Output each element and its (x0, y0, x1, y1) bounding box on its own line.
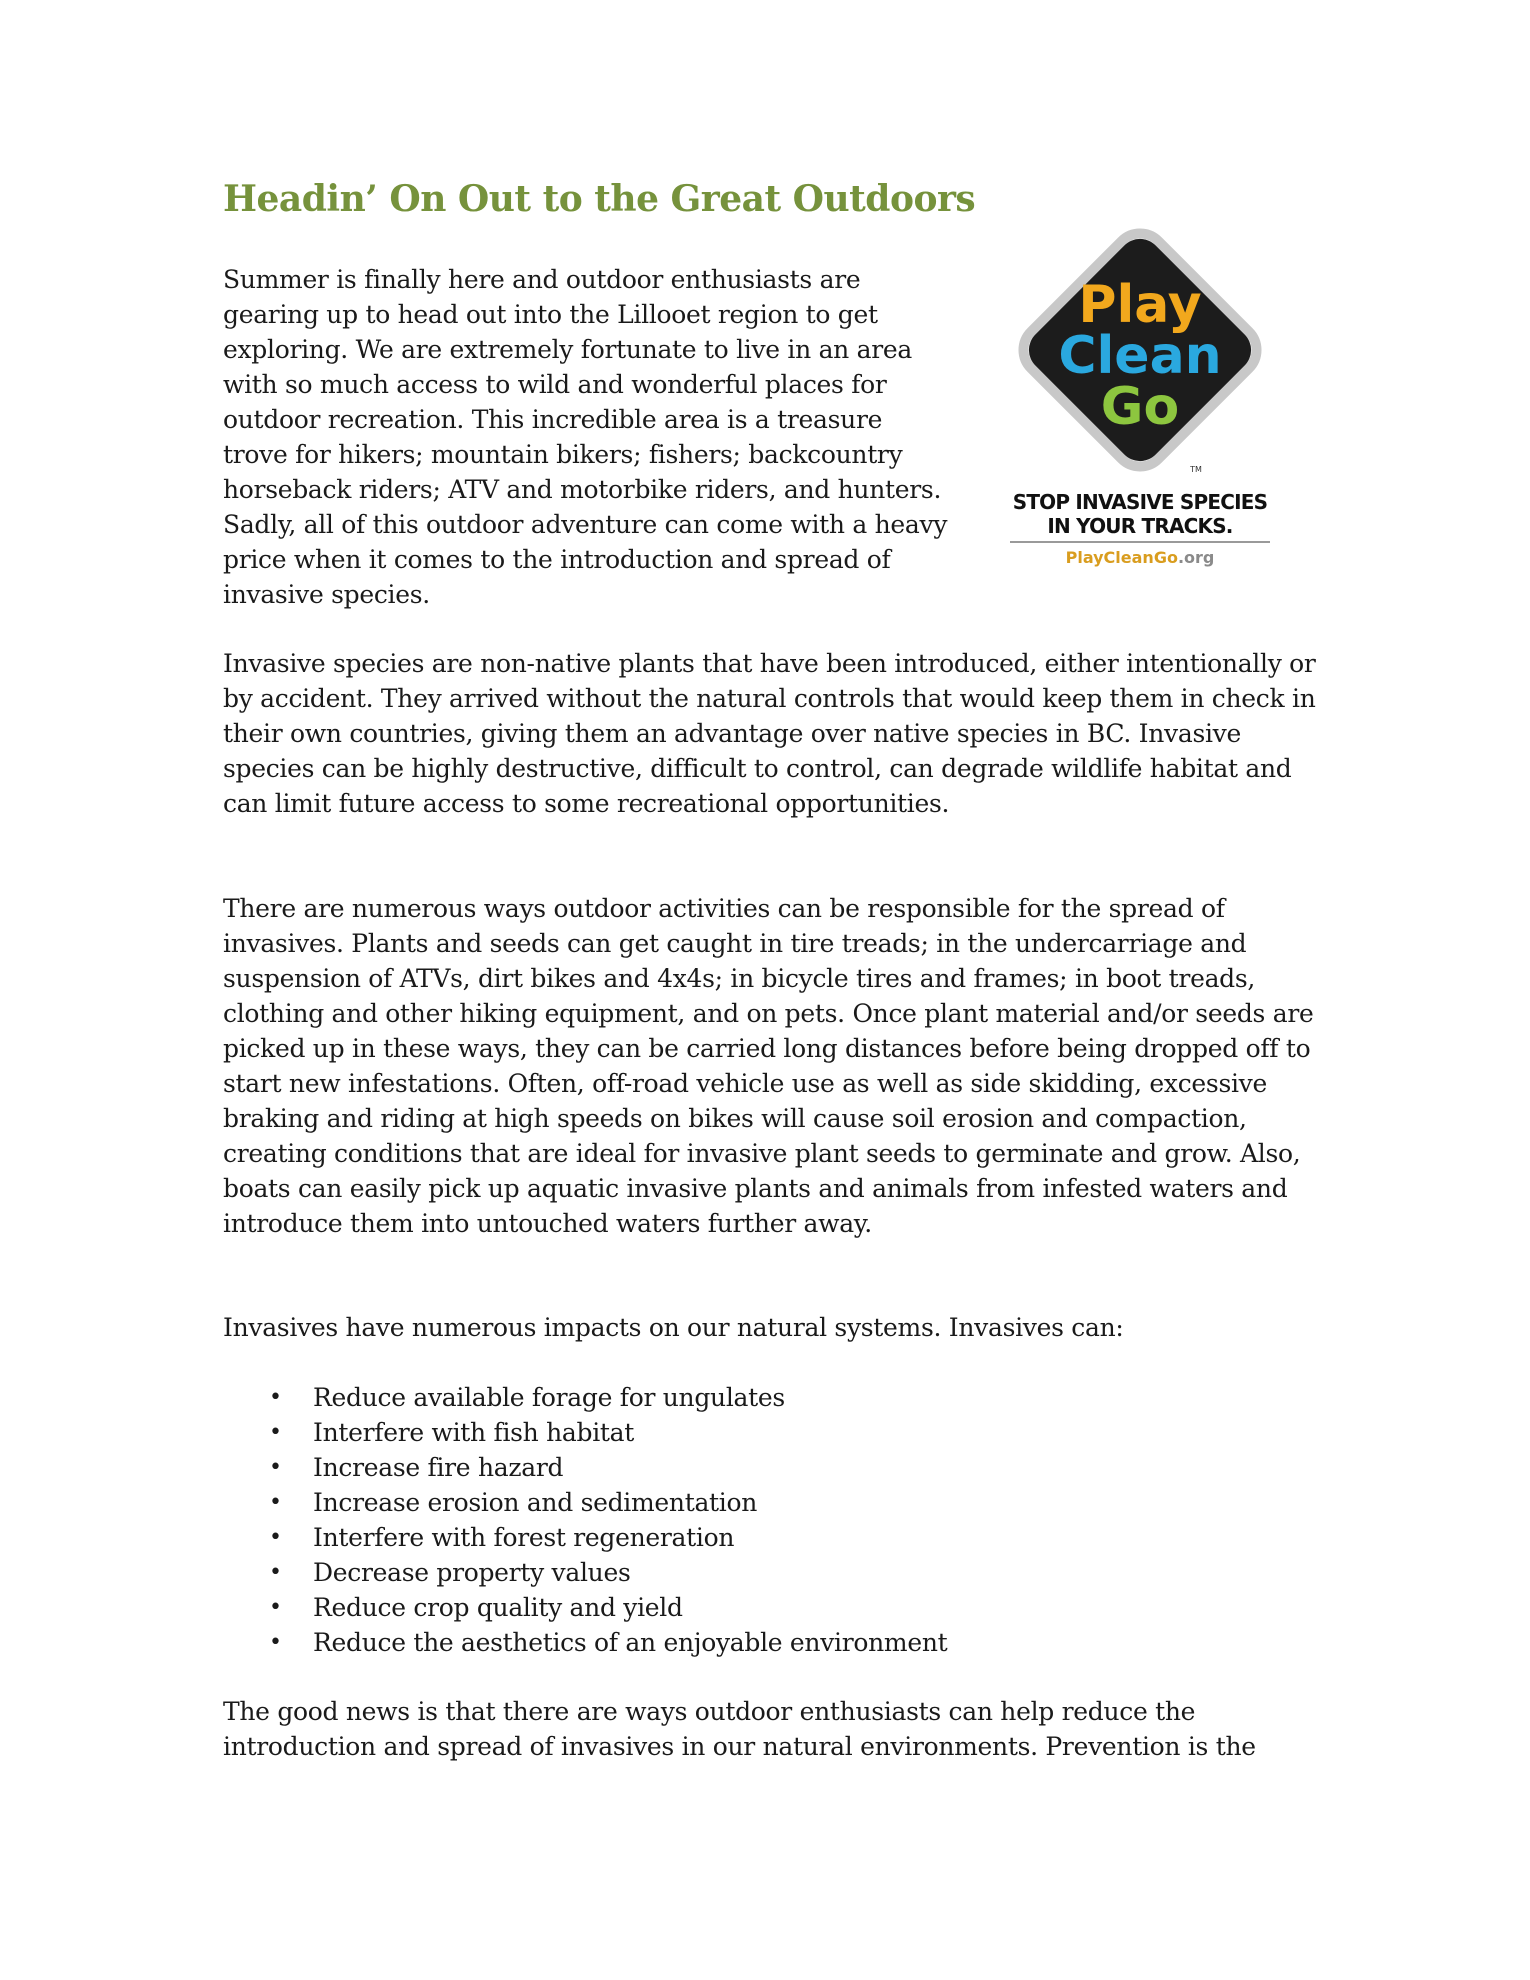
logo-word-clean: Clean (1058, 326, 1222, 386)
impacts-list (223, 1380, 947, 1660)
article-title: Headin’ On Out to the Great Outdoors (223, 178, 976, 220)
logo-tagline (1000, 490, 1280, 538)
list-item: • Reduce the aesthetics of an enjoyable environment (223, 1625, 947, 1660)
logo-divider (1010, 541, 1270, 543)
play-clean-go-logo (1000, 210, 1280, 580)
logo-trademark: TM (1190, 465, 1202, 474)
list-item: • Decrease property values (223, 1555, 947, 1590)
list-item: • Reduce crop quality and yield (223, 1590, 947, 1625)
logo-tagline-line1: STOP INVASIVE SPECIES (1012, 490, 1268, 514)
logo-url-main: PlayCleanGo (1065, 548, 1178, 567)
logo-url-suffix: .org (1177, 548, 1215, 567)
spread-paragraph: There are numerous ways outdoor activities can be responsible for the spread of invasives. Plants and seeds can get caught in tire treads; in the undercarriage and suspension of ATVs, dirt bikes and 4x4s; in bicycle tires and frames; in boot treads, clothing and other hiking equipment, and on pets. Once plant material and/or seeds are picked up in these ways, they can be carried long distances before being dropped off to start new infestations. Often, off-road vehicle use as well as side skidding, excessive braking and riding at high speeds on bikes will cause soil erosion and compaction, creating conditions that are ideal for invasive plant seeds to germinate and grow. Also, boats can easily pick up aquatic invasive plants and animals from infested waters and introduce them into untouched waters further away. (223, 894, 1314, 1238)
logo-url (1000, 548, 1280, 567)
impacts-intro-paragraph: Invasives have numerous impacts on our natural systems. Invasives can: (223, 1313, 1124, 1342)
list-item: • Reduce available forage for ungulates (223, 1380, 947, 1415)
good-news-paragraph: The good news is that there are ways outdoor enthusiasts can help reduce the introduction and spread of invasives in our natural environments. Prevention is the (223, 1697, 1256, 1761)
list-item: • Interfere with forest regeneration (223, 1520, 947, 1555)
intro-paragraph: Summer is finally here and outdoor enthusiasts are gearing up to head out into the Lillooet region to get exploring. We are extremely fortunate to live in an area with so much access to wild and wonderful places for outdoor recreation. This incredible area is a treasure trove for hikers; mountain bikers; fishers; backcountry horseback riders; ATV and motorbike riders, and hunters. Sadly, all of this outdoor adventure can come with a heavy price when it comes to the introduction and spread of invasive species. (223, 265, 948, 609)
list-item: • Increase fire hazard (223, 1450, 947, 1485)
logo-word-go: Go (1100, 377, 1180, 437)
definition-paragraph: Invasive species are non-native plants that have been introduced, either intentionally or by accident. They arrived without the natural controls that would keep them in check in their own countries, giving them an advantage over native species in BC. Invasive species can be highly destructive, difficult to control, can degrade wildlife habitat and can limit future access to some recreational opportunities. (223, 649, 1316, 818)
list-item: • Interfere with fish habitat (223, 1415, 947, 1450)
logo-diamond (1000, 210, 1280, 490)
logo-tagline-line2: IN YOUR TRACKS. (1047, 514, 1233, 538)
logo-word-play: Play (1078, 275, 1202, 335)
list-item: • Increase erosion and sedimentation (223, 1485, 947, 1520)
